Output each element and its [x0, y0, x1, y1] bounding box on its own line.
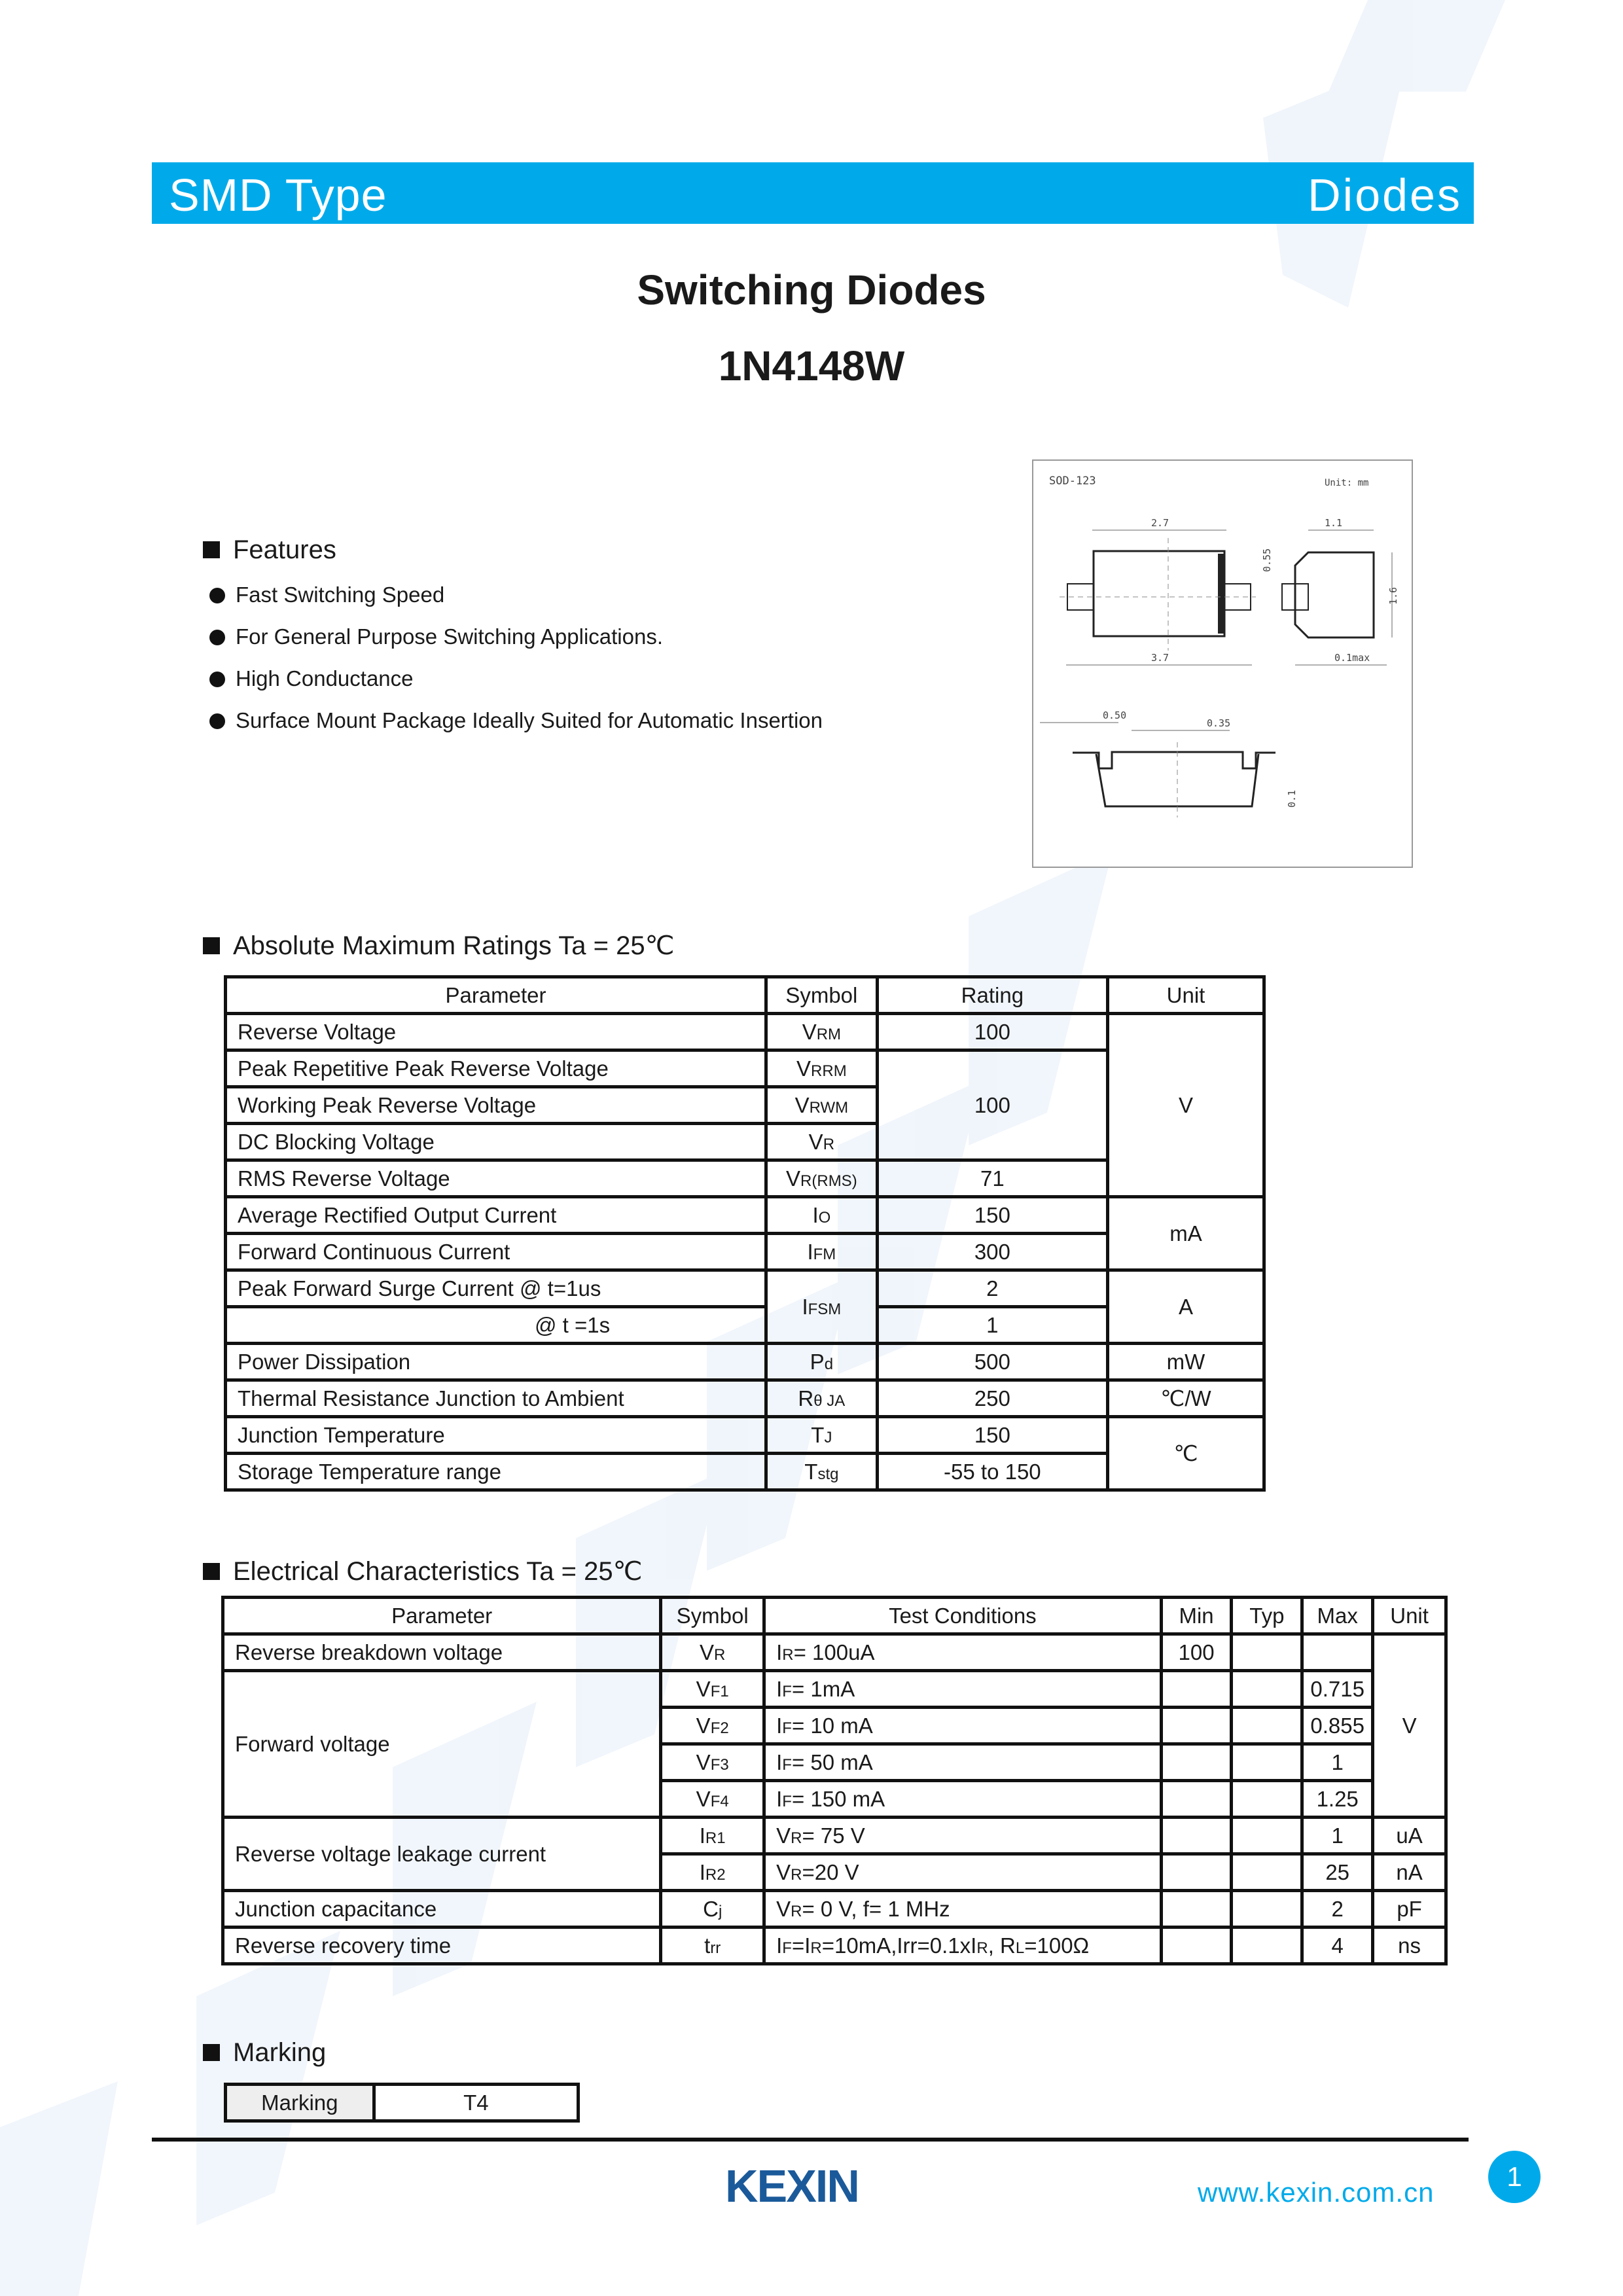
- symbol-cell: IFSM: [766, 1270, 878, 1344]
- symbol-cell: VR: [766, 1124, 878, 1160]
- param-cell: Forward Continuous Current: [226, 1234, 766, 1270]
- condition-cell: IF= 1mA: [764, 1671, 1162, 1708]
- part-number: 1N4148W: [718, 342, 905, 389]
- header-cell: Max: [1302, 1598, 1373, 1634]
- symbol-cell: VF3: [661, 1744, 764, 1781]
- rating-cell: 250: [877, 1380, 1107, 1417]
- header-cell: Symbol: [766, 977, 878, 1014]
- condition-cell: IF= 150 mA: [764, 1781, 1162, 1818]
- table-row: [226, 2085, 579, 2121]
- condition-cell: IF= 50 mA: [764, 1744, 1162, 1781]
- condition-cell: IR= 100uA: [764, 1634, 1162, 1671]
- rating-cell: 71: [877, 1160, 1107, 1197]
- table-header-row: [226, 977, 1264, 1014]
- header-cell: Parameter: [226, 977, 766, 1014]
- typ-cell: [1232, 1634, 1302, 1671]
- header-bar: [152, 162, 1474, 224]
- symbol-cell: trr: [661, 1928, 764, 1964]
- symbol-cell: IR1: [661, 1818, 764, 1854]
- square-bullet-icon: [203, 937, 220, 954]
- rating-cell: 300: [877, 1234, 1107, 1270]
- param-cell: Reverse breakdown voltage: [223, 1634, 661, 1671]
- package-name: SOD-123: [1049, 475, 1096, 488]
- footer-url[interactable]: www.kexin.com.cn: [1198, 2177, 1435, 2208]
- header-cell: Unit: [1373, 1598, 1446, 1634]
- rating-cell: 100: [877, 1050, 1107, 1160]
- typ-cell: [1232, 1928, 1302, 1964]
- header-category: SMD Type: [169, 170, 387, 221]
- header-cell: Typ: [1232, 1598, 1302, 1634]
- table-row: [223, 1818, 1446, 1854]
- max-cell: 0.855: [1302, 1708, 1373, 1744]
- symbol-cell: VRWM: [766, 1087, 878, 1124]
- min-cell: [1161, 1781, 1232, 1818]
- param-cell: Junction capacitance: [223, 1891, 661, 1928]
- max-cell: 1: [1302, 1744, 1373, 1781]
- table-row: [226, 1014, 1264, 1050]
- typ-cell: [1232, 1891, 1302, 1928]
- min-cell: [1161, 1891, 1232, 1928]
- square-bullet-icon: [203, 541, 220, 558]
- max-cell: 1: [1302, 1818, 1373, 1854]
- typ-cell: [1232, 1708, 1302, 1744]
- dim-side-width: 1.1: [1325, 517, 1343, 529]
- param-cell: Storage Temperature range: [226, 1454, 766, 1490]
- unit-cell: A: [1108, 1270, 1264, 1344]
- param-cell: Peak Forward Surge Current @ t=1us: [226, 1270, 766, 1307]
- header-cell: Parameter: [223, 1598, 661, 1634]
- max-cell: 1.25: [1302, 1781, 1373, 1818]
- symbol-cell: Rθ JA: [766, 1380, 878, 1417]
- dim-height: 1.6: [1387, 586, 1399, 605]
- marking-label-cell: Marking: [226, 2085, 374, 2121]
- max-cell: 0.715: [1302, 1671, 1373, 1708]
- table-row: [226, 1270, 1264, 1307]
- bullet-icon: [209, 672, 225, 687]
- rating-cell: 150: [877, 1417, 1107, 1454]
- table-row: [226, 1417, 1264, 1454]
- condition-cell: VR= 0 V, f= 1 MHz: [764, 1891, 1162, 1928]
- rating-cell: 150: [877, 1197, 1107, 1234]
- header-cell: Min: [1161, 1598, 1232, 1634]
- symbol-cell: VF1: [661, 1671, 764, 1708]
- marking-table: [224, 2083, 580, 2123]
- symbol-cell: Cj: [661, 1891, 764, 1928]
- package-unit: Unit: mm: [1325, 478, 1369, 488]
- rating-cell: 2: [877, 1270, 1107, 1307]
- param-cell: Working Peak Reverse Voltage: [226, 1087, 766, 1124]
- max-cell: 4: [1302, 1928, 1373, 1964]
- dim-foot: 0.50: [1103, 709, 1127, 721]
- feature-item: Fast Switching Speed: [209, 583, 444, 607]
- max-cell: 25: [1302, 1854, 1373, 1891]
- table-row: [223, 1671, 1446, 1708]
- symbol-cell: VF4: [661, 1781, 764, 1818]
- square-bullet-icon: [203, 2044, 220, 2061]
- abs-max-heading: Absolute Maximum Ratings Ta = 25℃: [203, 931, 675, 961]
- param-cell: Reverse voltage leakage current: [223, 1818, 661, 1891]
- rating-cell: 500: [877, 1344, 1107, 1380]
- dim-body-length: 2.7: [1151, 517, 1169, 529]
- unit-cell: ns: [1373, 1928, 1446, 1964]
- table-row: [226, 1197, 1264, 1234]
- bullet-icon: [209, 713, 225, 729]
- header-cell: Rating: [877, 977, 1107, 1014]
- param-cell: Junction Temperature: [226, 1417, 766, 1454]
- unit-cell: pF: [1373, 1891, 1446, 1928]
- param-cell: Forward voltage: [223, 1671, 661, 1818]
- param-cell: RMS Reverse Voltage: [226, 1160, 766, 1197]
- param-cell: Power Dissipation: [226, 1344, 766, 1380]
- min-cell: [1161, 1854, 1232, 1891]
- feature-item: High Conductance: [209, 666, 414, 691]
- symbol-cell: TJ: [766, 1417, 878, 1454]
- symbol-cell: VR: [661, 1634, 764, 1671]
- features-heading: Features: [203, 535, 336, 565]
- header-cell: Test Conditions: [764, 1598, 1162, 1634]
- unit-cell: V: [1108, 1014, 1264, 1197]
- page-number: 1: [1488, 2151, 1541, 2203]
- symbol-cell: Tstg: [766, 1454, 878, 1490]
- table-row: [226, 1380, 1264, 1417]
- max-cell: 2: [1302, 1891, 1373, 1928]
- sod123-dimension-diagram: [1033, 461, 1412, 867]
- typ-cell: [1232, 1744, 1302, 1781]
- condition-cell: VR= 75 V: [764, 1818, 1162, 1854]
- bullet-icon: [209, 588, 225, 603]
- feature-item: Surface Mount Package Ideally Suited for Automatic Insertion: [209, 708, 823, 733]
- symbol-cell: VRM: [766, 1014, 878, 1050]
- table-row: [223, 1634, 1446, 1671]
- symbol-cell: VRRM: [766, 1050, 878, 1087]
- elec-table: [221, 1596, 1448, 1965]
- symbol-cell: VR(RMS): [766, 1160, 878, 1197]
- kexin-logo-mark: [725, 2164, 902, 2210]
- table-row: [223, 1891, 1446, 1928]
- condition-cell: IF=IR=10mA,Irr=0.1xIR, RL=100Ω: [764, 1928, 1162, 1964]
- dim-pad: 0.35: [1207, 717, 1231, 729]
- unit-cell: uA: [1373, 1818, 1446, 1854]
- header-type: Diodes: [1308, 170, 1462, 221]
- rating-cell: -55 to 150: [877, 1454, 1107, 1490]
- marking-heading: Marking: [203, 2038, 326, 2068]
- min-cell: [1161, 1671, 1232, 1708]
- typ-cell: [1232, 1818, 1302, 1854]
- square-bullet-icon: [203, 1563, 220, 1580]
- feature-item: For General Purpose Switching Applications.: [209, 624, 663, 649]
- symbol-cell: IR2: [661, 1854, 764, 1891]
- typ-cell: [1232, 1671, 1302, 1708]
- unit-cell: V: [1373, 1634, 1446, 1818]
- symbol-cell: Pd: [766, 1344, 878, 1380]
- abs-max-table: [224, 975, 1266, 1492]
- symbol-cell: VF2: [661, 1708, 764, 1744]
- condition-cell: VR=20 V: [764, 1854, 1162, 1891]
- dim-lead-height: 0.55: [1261, 548, 1273, 572]
- dim-overall-length: 3.7: [1151, 652, 1169, 664]
- param-cell: @ t =1s: [226, 1307, 766, 1344]
- param-cell: DC Blocking Voltage: [226, 1124, 766, 1160]
- header-cell: Unit: [1108, 977, 1264, 1014]
- symbol-cell: IFM: [766, 1234, 878, 1270]
- unit-cell: ℃/W: [1108, 1380, 1264, 1417]
- param-cell: Reverse recovery time: [223, 1928, 661, 1964]
- table-row: [223, 1928, 1446, 1964]
- table-row: [226, 1344, 1264, 1380]
- package-outline-drawing: [1032, 459, 1413, 868]
- min-cell: [1161, 1744, 1232, 1781]
- max-cell: [1302, 1634, 1373, 1671]
- bullet-icon: [209, 630, 225, 645]
- footer-divider: [152, 2138, 1469, 2142]
- typ-cell: [1232, 1781, 1302, 1818]
- min-cell: [1161, 1928, 1232, 1964]
- param-cell: Average Rectified Output Current: [226, 1197, 766, 1234]
- min-cell: 100: [1161, 1634, 1232, 1671]
- min-cell: [1161, 1708, 1232, 1744]
- marking-value-cell: T4: [374, 2085, 578, 2121]
- svg-text:KEXIN: KEXIN: [725, 2164, 859, 2210]
- rating-cell: 100: [877, 1014, 1107, 1050]
- typ-cell: [1232, 1854, 1302, 1891]
- elec-heading: Electrical Characteristics Ta = 25℃: [203, 1556, 643, 1587]
- unit-cell: mA: [1108, 1197, 1264, 1270]
- min-cell: [1161, 1818, 1232, 1854]
- unit-cell: nA: [1373, 1854, 1446, 1891]
- param-cell: Reverse Voltage: [226, 1014, 766, 1050]
- param-cell: Thermal Resistance Junction to Ambient: [226, 1380, 766, 1417]
- rating-cell: 1: [877, 1307, 1107, 1344]
- header-cell: Symbol: [661, 1598, 764, 1634]
- dim-thickness: 0.1: [1286, 789, 1298, 808]
- symbol-cell: IO: [766, 1197, 878, 1234]
- unit-cell: ℃: [1108, 1417, 1264, 1490]
- condition-cell: IF= 10 mA: [764, 1708, 1162, 1744]
- dim-max: 0.1max: [1334, 652, 1370, 664]
- kexin-logo: [725, 2164, 902, 2213]
- unit-cell: mW: [1108, 1344, 1264, 1380]
- page-title: Switching Diodes: [637, 266, 986, 314]
- table-header-row: [223, 1598, 1446, 1634]
- param-cell: Peak Repetitive Peak Reverse Voltage: [226, 1050, 766, 1087]
